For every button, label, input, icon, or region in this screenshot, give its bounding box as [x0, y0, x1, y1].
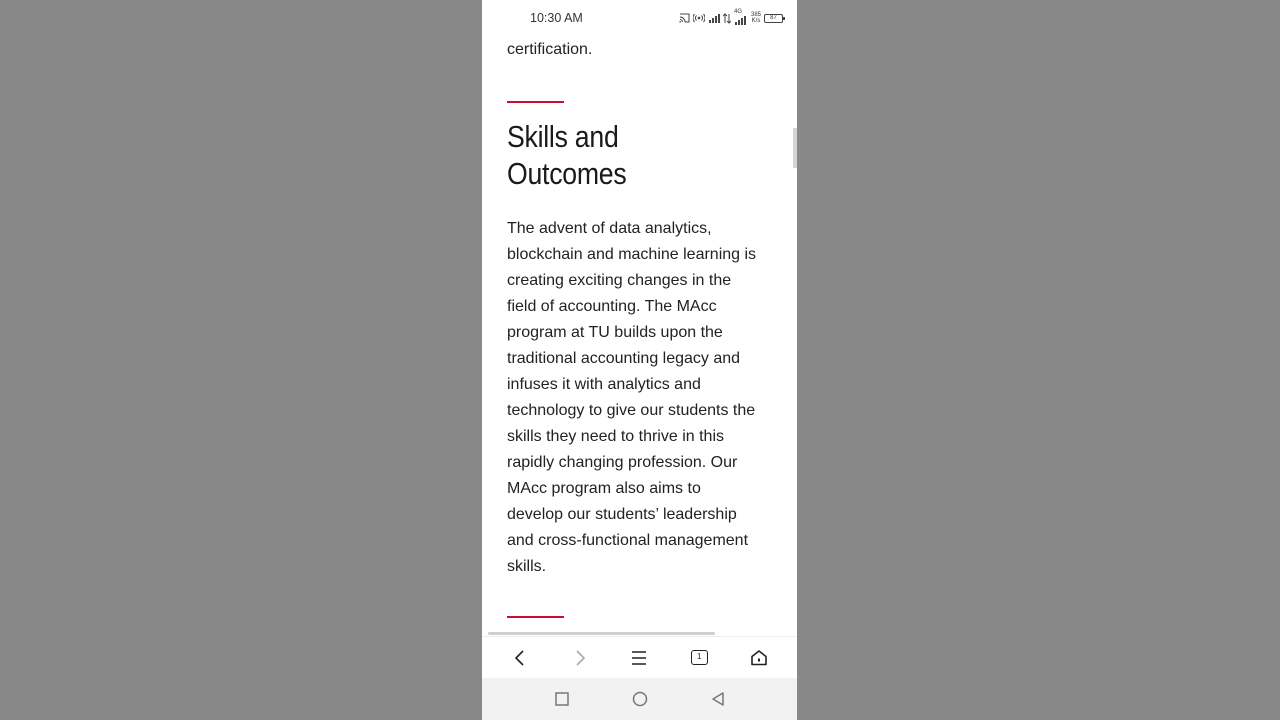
- browser-toolbar: [482, 636, 797, 678]
- section-heading: [507, 118, 626, 192]
- speed-unit: K/s: [751, 18, 761, 24]
- battery-level: 87: [770, 14, 777, 21]
- data-transfer-icon: [723, 13, 731, 24]
- tabs-icon: [691, 650, 708, 665]
- signal-icon: [708, 13, 720, 23]
- page-load-progress: [488, 632, 715, 635]
- home-icon: [750, 649, 768, 666]
- system-home-button[interactable]: [627, 686, 653, 712]
- status-time: 10:30 AM: [530, 11, 583, 25]
- signal-4g-icon: [734, 15, 748, 25]
- home-button[interactable]: [744, 643, 774, 673]
- vertical-scrollbar[interactable]: [793, 128, 797, 168]
- section-heading-line-1: Skills and: [507, 119, 619, 154]
- status-bar: [482, 0, 797, 36]
- back-button[interactable]: [505, 643, 535, 673]
- previous-paragraph-tail: certification.: [507, 41, 593, 58]
- forward-button[interactable]: [565, 643, 595, 673]
- menu-button[interactable]: [624, 643, 654, 673]
- battery-icon: [764, 14, 783, 23]
- home-circle-icon: [632, 691, 648, 707]
- menu-icon: [631, 650, 647, 666]
- forward-icon: [573, 649, 587, 667]
- signal-4g-group: [734, 11, 748, 25]
- section-paragraph: The advent of data analytics, blockchain and machine learning is creating exciting changes in the field of accounting. The MAcc program at TU builds upon the traditional accounting legacy and infuses it with analytics and technology to give our students the skills they need to thrive in this rapidly changing profession. Our MAcc program also aims to develop our students’ leadership and cross-functional management skills.: [507, 220, 757, 575]
- system-back-button[interactable]: [705, 686, 731, 712]
- tab-count: 1: [697, 652, 702, 661]
- back-icon: [513, 649, 527, 667]
- network-type-label: 4G: [733, 9, 742, 15]
- next-section-divider: [507, 616, 564, 618]
- speed-value: 385: [750, 12, 761, 18]
- tabs-button[interactable]: [684, 643, 714, 673]
- recent-apps-button[interactable]: [549, 686, 575, 712]
- section-heading-line-2: Outcomes: [507, 156, 627, 191]
- hotspot-icon: [693, 13, 705, 23]
- system-navigation-bar: [482, 678, 797, 720]
- cast-icon: [679, 13, 690, 23]
- recent-apps-icon: [555, 692, 569, 706]
- phone-screen: [482, 0, 797, 720]
- back-triangle-icon: [711, 691, 725, 707]
- status-icons: [679, 10, 783, 26]
- network-speed: [751, 12, 761, 24]
- section-divider: [507, 101, 564, 103]
